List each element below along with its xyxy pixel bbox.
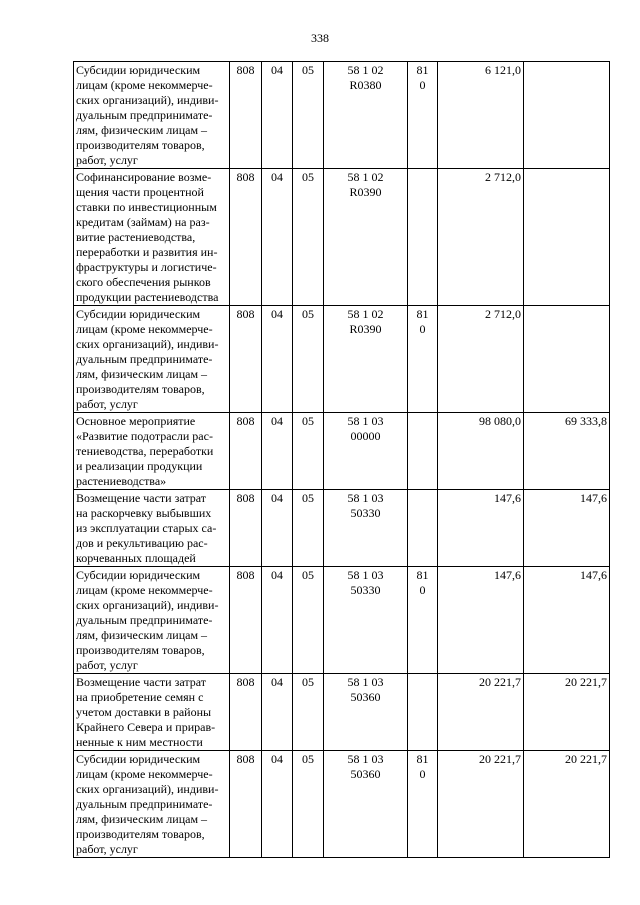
section-code-cell [262, 413, 293, 490]
item-name-line: работ, услуг [76, 153, 138, 167]
item-name-line: ских организаций), индиви- [76, 93, 219, 107]
item-name-line: фраструктуры и логистиче- [76, 260, 217, 274]
ministry-code-cell [230, 169, 262, 306]
expense-type-line: 81 [416, 63, 429, 77]
item-name-line: на приобретение семян с [76, 690, 204, 704]
section-code-cell [262, 62, 293, 169]
table-row [74, 567, 610, 674]
item-name-line: работ, услуг [76, 397, 138, 411]
table-row [74, 490, 610, 567]
amount-1: 147,6 [494, 568, 521, 582]
item-name-line: лям, физическим лицам – [76, 628, 208, 642]
amount-1: 147,6 [494, 491, 521, 505]
amount-1: 6 121,0 [485, 63, 521, 77]
section-code-cell [262, 169, 293, 306]
target-article-line: 50360 [350, 690, 381, 704]
target-article-cell [324, 490, 408, 567]
item-name-line: производителям товаров, [76, 382, 205, 396]
item-name-line: ских организаций), индиви- [76, 337, 219, 351]
ministry-code: 808 [236, 414, 255, 428]
item-name-line: лицам (кроме некоммерче- [76, 78, 213, 92]
ministry-code-cell [230, 306, 262, 413]
ministry-code: 808 [236, 170, 255, 184]
amount-cell-1 [438, 751, 524, 858]
subsection-code-cell [293, 169, 324, 306]
expense-type-line: 0 [419, 583, 426, 597]
target-article-line: R0390 [349, 185, 382, 199]
ministry-code: 808 [236, 568, 255, 582]
item-name-line: на раскорчевку выбывших [76, 506, 212, 520]
amount-cell-2 [524, 567, 610, 674]
amount-cell-2 [524, 751, 610, 858]
item-name-line: дуальным предпринимате- [76, 108, 213, 122]
item-name-line: дуальным предпринимате- [76, 797, 213, 811]
item-name-line: Субсидии юридическим [76, 63, 201, 77]
item-name-line: учетом доставки в районы [76, 705, 212, 719]
item-name-line: дуальным предпринимате- [76, 352, 213, 366]
expense-type-cell [408, 751, 438, 858]
item-name-line: Субсидии юридическим [76, 568, 201, 582]
target-article-line: R0390 [349, 322, 382, 336]
expense-type-cell [408, 674, 438, 751]
page-number: 338 [311, 31, 329, 45]
section-code: 04 [271, 752, 283, 766]
amount-cell-2 [524, 413, 610, 490]
expense-type-line: 81 [416, 307, 429, 321]
expense-type-cell [408, 413, 438, 490]
amount-1: 98 080,0 [479, 414, 521, 428]
item-name-line: ских организаций), индиви- [76, 598, 219, 612]
section-code: 04 [271, 170, 283, 184]
amount-cell-1 [438, 169, 524, 306]
target-article-cell [324, 674, 408, 751]
expense-type-line: 0 [419, 78, 426, 92]
amount-1: 20 221,7 [479, 752, 521, 766]
item-name-cell [74, 413, 230, 490]
ministry-code: 808 [236, 752, 255, 766]
item-name-line: лям, физическим лицам – [76, 367, 208, 381]
item-name-line: Субсидии юридическим [76, 752, 201, 766]
amount-1: 20 221,7 [479, 675, 521, 689]
target-article-line: 50330 [350, 583, 381, 597]
item-name-line: дуальным предпринимате- [76, 613, 213, 627]
budget-table [73, 61, 610, 858]
expense-type-line: 0 [419, 322, 426, 336]
target-article-line: 50360 [350, 767, 381, 781]
amount-cell-1 [438, 62, 524, 169]
section-code: 04 [271, 63, 283, 77]
amount-cell-1 [438, 490, 524, 567]
item-name-line: Основное мероприятие [76, 414, 196, 428]
target-article-line: 58 1 02 [347, 170, 384, 184]
item-name-line: «Развитие подотрасли рас- [76, 429, 213, 443]
item-name-line: производителям товаров, [76, 643, 205, 657]
subsection-code: 05 [302, 491, 314, 505]
amount-cell-1 [438, 306, 524, 413]
item-name-cell [74, 567, 230, 674]
subsection-code-cell [293, 413, 324, 490]
table-body [74, 62, 610, 858]
table-row [74, 306, 610, 413]
ministry-code-cell [230, 674, 262, 751]
target-article-line: 58 1 03 [347, 568, 384, 582]
item-name-line: продукции растениеводства [76, 290, 219, 304]
item-name-line: и реализации продукции [76, 459, 203, 473]
item-name-cell [74, 306, 230, 413]
ministry-code: 808 [236, 675, 255, 689]
target-article-cell [324, 62, 408, 169]
target-article-line: 58 1 02 [347, 307, 384, 321]
amount-2: 20 221,7 [565, 675, 607, 689]
subsection-code: 05 [302, 63, 314, 77]
item-name-line: лицам (кроме некоммерче- [76, 322, 213, 336]
section-code: 04 [271, 675, 283, 689]
ministry-code-cell [230, 413, 262, 490]
section-code: 04 [271, 414, 283, 428]
amount-1: 2 712,0 [485, 307, 521, 321]
expense-type-cell [408, 490, 438, 567]
subsection-code-cell [293, 306, 324, 413]
subsection-code-cell [293, 674, 324, 751]
item-name-line: ставки по инвестиционным [76, 200, 217, 214]
item-name-line: лям, физическим лицам – [76, 812, 208, 826]
item-name-line: работ, услуг [76, 658, 138, 672]
section-code-cell [262, 751, 293, 858]
amount-cell-2 [524, 674, 610, 751]
subsection-code: 05 [302, 414, 314, 428]
subsection-code-cell [293, 490, 324, 567]
item-name-cell [74, 674, 230, 751]
item-name-cell [74, 62, 230, 169]
amount-2: 147,6 [580, 491, 607, 505]
item-name-line: производителям товаров, [76, 827, 205, 841]
amount-cell-2 [524, 169, 610, 306]
item-name-line: лям, физическим лицам – [76, 123, 208, 137]
table-row [74, 674, 610, 751]
item-name-line: Крайнего Севера и прирав- [76, 720, 216, 734]
ministry-code-cell [230, 567, 262, 674]
item-name-line: дов и рекультивацию рас- [76, 536, 208, 550]
item-name-line: щения части процентной [76, 185, 204, 199]
item-name-line: Софинансирование возме- [76, 170, 212, 184]
amount-2: 20 221,7 [565, 752, 607, 766]
item-name-line: лицам (кроме некоммерче- [76, 767, 213, 781]
target-article-line: 58 1 03 [347, 414, 384, 428]
item-name-line: Возмещение части затрат [76, 491, 206, 505]
target-article-cell [324, 169, 408, 306]
item-name-line: Субсидии юридическим [76, 307, 201, 321]
section-code-cell [262, 567, 293, 674]
subsection-code: 05 [302, 568, 314, 582]
subsection-code: 05 [302, 752, 314, 766]
ministry-code-cell [230, 751, 262, 858]
section-code-cell [262, 674, 293, 751]
target-article-line: 50330 [350, 506, 381, 520]
item-name-cell [74, 751, 230, 858]
item-name-line: ского обеспечения рынков [76, 275, 211, 289]
item-name-cell [74, 490, 230, 567]
target-article-line: 00000 [350, 429, 381, 443]
item-name-line: из эксплуатации старых са- [76, 521, 217, 535]
table-row [74, 751, 610, 858]
amount-2: 69 333,8 [565, 414, 607, 428]
item-name-line: производителям товаров, [76, 138, 205, 152]
table-row [74, 413, 610, 490]
expense-type-cell [408, 567, 438, 674]
target-article-line: 58 1 03 [347, 752, 384, 766]
target-article-line: R0380 [349, 78, 382, 92]
subsection-code: 05 [302, 675, 314, 689]
section-code: 04 [271, 307, 283, 321]
amount-cell-2 [524, 306, 610, 413]
expense-type-line: 81 [416, 568, 429, 582]
item-name-line: лицам (кроме некоммерче- [76, 583, 213, 597]
item-name-line: ских организаций), индиви- [76, 782, 219, 796]
table-row [74, 169, 610, 306]
item-name-cell [74, 169, 230, 306]
expense-type-cell [408, 306, 438, 413]
target-article-line: 58 1 03 [347, 675, 384, 689]
subsection-code: 05 [302, 170, 314, 184]
ministry-code: 808 [236, 63, 255, 77]
item-name-line: переработки и развития ин- [76, 245, 218, 259]
target-article-line: 58 1 02 [347, 63, 384, 77]
table-row [74, 62, 610, 169]
subsection-code: 05 [302, 307, 314, 321]
section-code: 04 [271, 491, 283, 505]
target-article-line: 58 1 03 [347, 491, 384, 505]
subsection-code-cell [293, 62, 324, 169]
target-article-cell [324, 413, 408, 490]
ministry-code-cell [230, 490, 262, 567]
target-article-cell [324, 306, 408, 413]
amount-cell-1 [438, 674, 524, 751]
ministry-code: 808 [236, 307, 255, 321]
item-name-line: ненные к ним местности [76, 735, 203, 749]
item-name-line: корчеванных площадей [76, 551, 196, 565]
target-article-cell [324, 751, 408, 858]
amount-2: 147,6 [580, 568, 607, 582]
expense-type-line: 0 [419, 767, 426, 781]
section-code-cell [262, 490, 293, 567]
item-name-line: работ, услуг [76, 842, 138, 856]
amount-1: 2 712,0 [485, 170, 521, 184]
expense-type-cell [408, 62, 438, 169]
expense-type-line: 81 [416, 752, 429, 766]
item-name-line: растениеводства» [76, 474, 167, 488]
ministry-code: 808 [236, 491, 255, 505]
amount-cell-1 [438, 567, 524, 674]
expense-type-cell [408, 169, 438, 306]
item-name-line: тениеводства, переработки [76, 444, 214, 458]
item-name-line: Возмещение части затрат [76, 675, 206, 689]
ministry-code-cell [230, 62, 262, 169]
subsection-code-cell [293, 751, 324, 858]
section-code-cell [262, 306, 293, 413]
item-name-line: кредитам (займам) на раз- [76, 215, 210, 229]
item-name-line: витие растениеводства, [76, 230, 196, 244]
amount-cell-2 [524, 490, 610, 567]
section-code: 04 [271, 568, 283, 582]
target-article-cell [324, 567, 408, 674]
amount-cell-1 [438, 413, 524, 490]
amount-cell-2 [524, 62, 610, 169]
subsection-code-cell [293, 567, 324, 674]
